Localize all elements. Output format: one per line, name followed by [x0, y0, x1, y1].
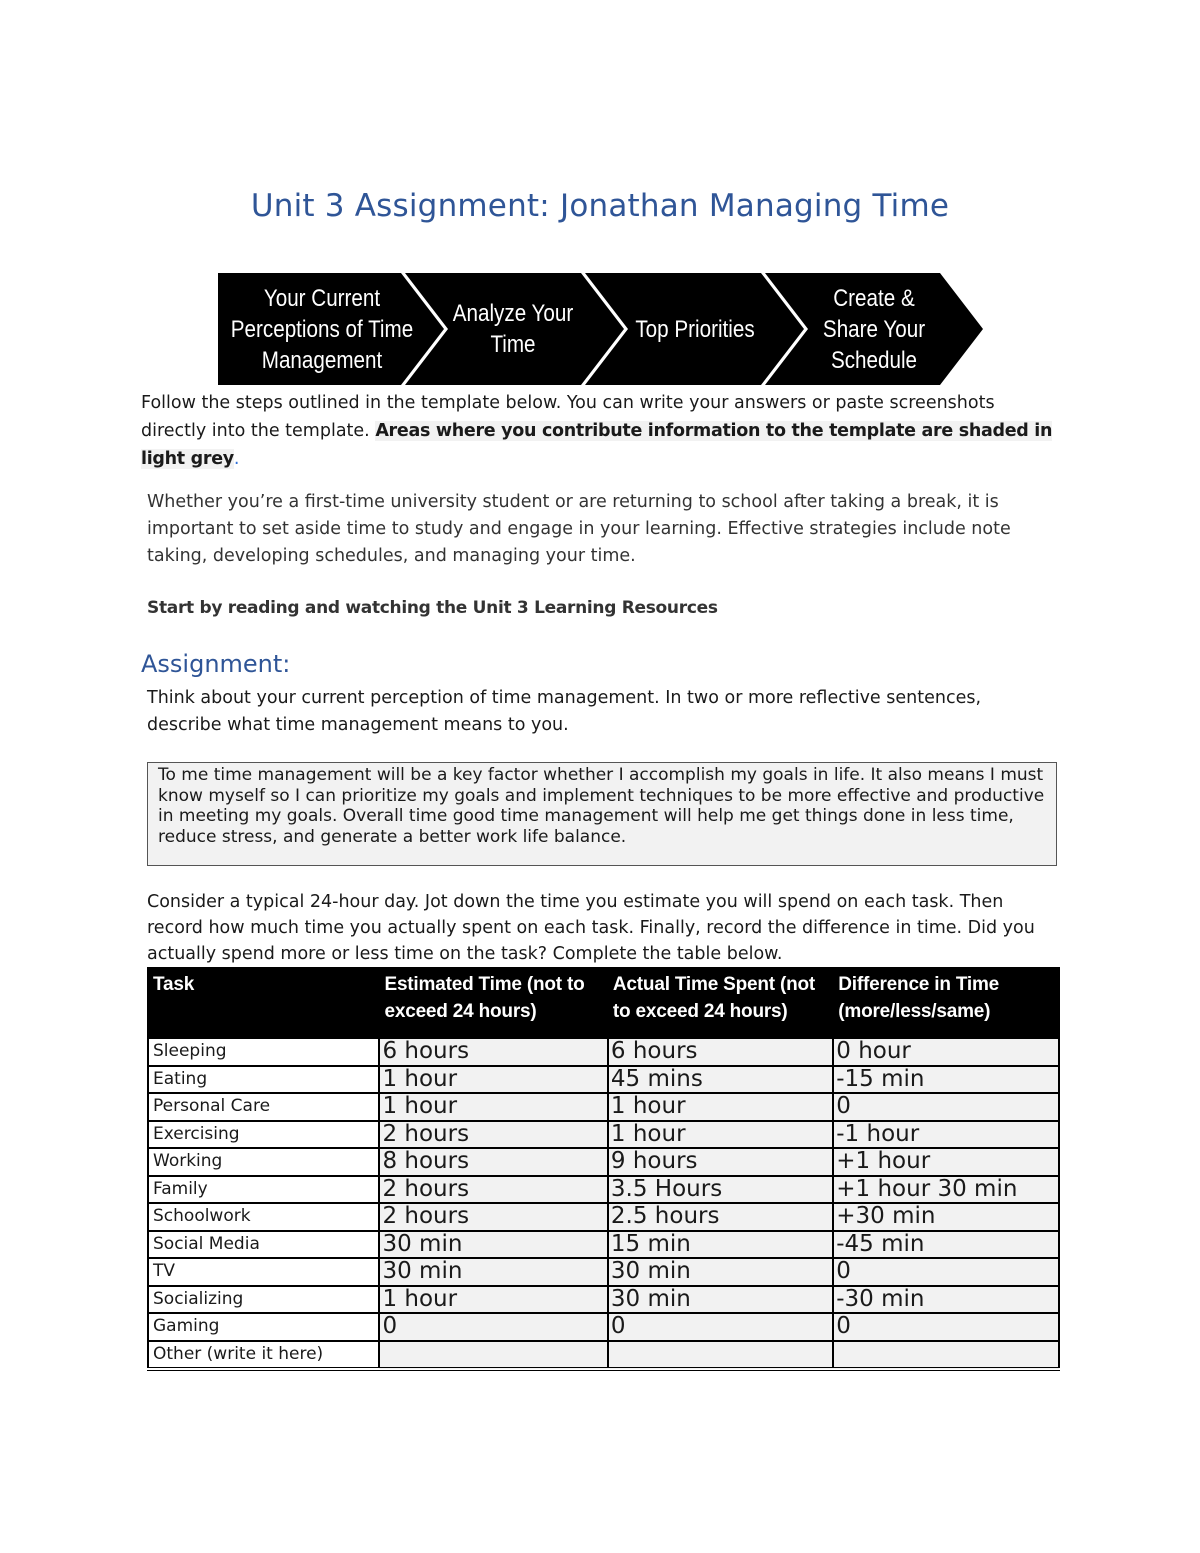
- estimated-cell[interactable]: 2 hours: [379, 1176, 607, 1204]
- task-cell: Exercising: [148, 1121, 379, 1149]
- step-label-line: Create &: [833, 284, 915, 312]
- lead-instruction: Start by reading and watching the Unit 3 Learning Resources: [147, 598, 718, 618]
- estimated-cell[interactable]: 6 hours: [379, 1038, 607, 1066]
- intro-paragraph: [141, 389, 1061, 473]
- answer-1-box[interactable]: To me time management will be a key factor whether I accomplish my goals in life. It also means I must know myself so I can prioritize my goals and implement techniques to be more effective and productive in meeting my goals. Overall time good time management will help me get things done in less time, reduce stress, and generate a better work life balance.: [147, 762, 1057, 866]
- table-row: [148, 1258, 1059, 1286]
- estimated-cell[interactable]: 1 hour: [379, 1066, 607, 1094]
- intro-period: .: [233, 449, 240, 469]
- table-row: [148, 1176, 1059, 1204]
- intro-bold-note: Areas where you contribute information to the template are shaded in light grey: [141, 421, 1053, 469]
- question-1: Think about your current perception of time management. In two or more reflective sentences, describe what time management means to you.: [147, 688, 982, 735]
- table-row: [148, 1313, 1059, 1341]
- difference-cell[interactable]: [833, 1341, 1059, 1370]
- task-cell: Gaming: [148, 1313, 379, 1341]
- actual-cell[interactable]: [608, 1341, 833, 1370]
- actual-cell[interactable]: 30 min: [608, 1258, 833, 1286]
- estimated-cell[interactable]: [379, 1341, 607, 1370]
- table-row: [148, 1203, 1059, 1231]
- header-estimated: Estimated Time (not to exceed 24 hours): [379, 968, 607, 1038]
- difference-cell[interactable]: -1 hour: [833, 1121, 1059, 1149]
- actual-cell[interactable]: 45 mins: [608, 1066, 833, 1094]
- difference-cell[interactable]: -30 min: [833, 1286, 1059, 1314]
- table-row: [148, 1121, 1059, 1149]
- time-table: [147, 967, 1060, 1371]
- table-row: [148, 1341, 1059, 1370]
- task-cell: Sleeping: [148, 1038, 379, 1066]
- difference-cell[interactable]: +1 hour 30 min: [833, 1176, 1059, 1204]
- task-cell: TV: [148, 1258, 379, 1286]
- actual-cell[interactable]: 6 hours: [608, 1038, 833, 1066]
- step-label-line: Perceptions of Time: [230, 315, 414, 343]
- step-label-analyze: [436, 273, 591, 385]
- step-label-perceptions: [227, 273, 416, 385]
- actual-cell[interactable]: 9 hours: [608, 1148, 833, 1176]
- actual-cell[interactable]: 3.5 Hours: [608, 1176, 833, 1204]
- assignment-heading: Assignment:: [141, 650, 291, 678]
- estimated-cell[interactable]: 2 hours: [379, 1203, 607, 1231]
- step-label-line: Your Current: [263, 284, 381, 312]
- actual-cell[interactable]: 2.5 hours: [608, 1203, 833, 1231]
- actual-cell[interactable]: 0: [608, 1313, 833, 1341]
- estimated-cell[interactable]: 2 hours: [379, 1121, 607, 1149]
- actual-cell[interactable]: 1 hour: [608, 1093, 833, 1121]
- task-cell: Eating: [148, 1066, 379, 1094]
- difference-cell[interactable]: -15 min: [833, 1066, 1059, 1094]
- table-row: [148, 1093, 1059, 1121]
- difference-cell[interactable]: 0 hour: [833, 1038, 1059, 1066]
- step-label-line: Schedule: [830, 346, 918, 374]
- step-label-line: Management: [261, 346, 383, 374]
- difference-cell[interactable]: -45 min: [833, 1231, 1059, 1259]
- step-label-line: Share Your: [822, 315, 926, 343]
- estimated-cell[interactable]: 1 hour: [379, 1093, 607, 1121]
- difference-cell[interactable]: 0: [833, 1093, 1059, 1121]
- table-row: [148, 1231, 1059, 1259]
- actual-cell[interactable]: 30 min: [608, 1286, 833, 1314]
- task-cell: Socializing: [148, 1286, 379, 1314]
- difference-cell[interactable]: +30 min: [833, 1203, 1059, 1231]
- intro-text: Follow the steps outlined in the template below. You can write your answers or paste screenshots directly into the template.: [141, 393, 995, 441]
- actual-cell[interactable]: 15 min: [608, 1231, 833, 1259]
- table-row: [148, 1066, 1059, 1094]
- step-label-line: Analyze Your: [452, 300, 574, 327]
- task-cell: Other (write it here): [148, 1341, 379, 1370]
- step-label-line: Time: [490, 331, 536, 358]
- task-cell: Schoolwork: [148, 1203, 379, 1231]
- difference-cell[interactable]: 0: [833, 1313, 1059, 1341]
- table-row: [148, 1286, 1059, 1314]
- table-row: [148, 1038, 1059, 1066]
- step-label-priorities: [613, 273, 776, 385]
- question-2: Consider a typical 24-hour day. Jot down the time you estimate you will spend on each task. Then record how much time you actually spent on each task. Finally, record the difference in time. Did you actually spend more or less time on the task? Complete the table below.: [147, 892, 1035, 964]
- header-actual: Actual Time Spent (not to exceed 24 hours): [608, 968, 833, 1038]
- estimated-cell[interactable]: 30 min: [379, 1258, 607, 1286]
- process-chevrons: [218, 273, 984, 385]
- task-cell: Social Media: [148, 1231, 379, 1259]
- task-cell: Personal Care: [148, 1093, 379, 1121]
- step-label-line: Top Priorities: [635, 315, 755, 343]
- estimated-cell[interactable]: 30 min: [379, 1231, 607, 1259]
- task-cell: Family: [148, 1176, 379, 1204]
- estimated-cell[interactable]: 0: [379, 1313, 607, 1341]
- header-difference: Difference in Time (more/less/same): [833, 968, 1059, 1038]
- step-label-schedule: [797, 273, 952, 385]
- header-task: Task: [148, 968, 379, 1038]
- task-cell: Working: [148, 1148, 379, 1176]
- difference-cell[interactable]: 0: [833, 1258, 1059, 1286]
- document-title: Unit 3 Assignment: Jonathan Managing Time: [250, 188, 950, 224]
- actual-cell[interactable]: 1 hour: [608, 1121, 833, 1149]
- table-row: [148, 1148, 1059, 1176]
- estimated-cell[interactable]: 1 hour: [379, 1286, 607, 1314]
- difference-cell[interactable]: +1 hour: [833, 1148, 1059, 1176]
- estimated-cell[interactable]: 8 hours: [379, 1148, 607, 1176]
- table-header-row: [148, 968, 1059, 1038]
- context-paragraph: Whether you’re a first-time university student or are returning to school after taking a break, it is important to set aside time to study and engage in your learning. Effective strategies include note taking, developing schedules, and managing your time.: [147, 492, 1011, 566]
